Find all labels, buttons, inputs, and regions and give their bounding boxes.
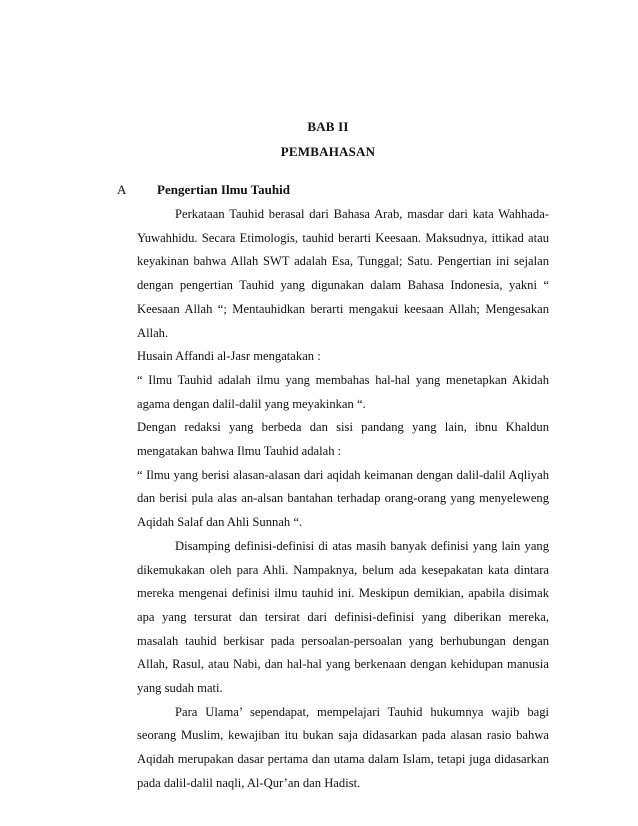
- quote-jasr: “ Ilmu Tauhid adalah ilmu yang membahas hal-hal yang menetapkan Akidah agama dengan dalil-dalil yang meyakinkan “.: [137, 372, 549, 411]
- paragraph-definitions: Disamping definisi-definisi di atas masih banyak definisi yang lain yang dikemukakan oleh para Ahli. Nampaknya, belum ada kesepakatan kata dintara mereka mengenai definisi ilmu tauhid ini. Meskipun demikian, apabila disimak apa yang tersurat dan tersirat dari definisi-definisi yang diberikan mereka, masalah tauhid berkisar pada persoalan-persoalan yang berhubungan dengan Allah, Rasul, atau Nabi, dan hal-hal yang berkenaan dengan kehidupan manusia yang sudah mati.: [137, 538, 549, 696]
- paragraph-intro: Perkataan Tauhid berasal dari Bahasa Arab, masdar dari kata Wahhada-Yuwahhidu. Secara Etimologis, tauhid berarti Keesaan. Maksudnya, ittikad atau keyakinan bahwa Allah SWT adalah Esa, Tunggal; Satu. Pengertian ini sejalan dengan pengertian Tauhid yang digunakan dalam Bahasa Indonesia, yakni “ Keesaan Allah “; Mentauhidkan berarti mengakui keesaan Allah; Mengesakan Allah.: [137, 207, 549, 340]
- body-text: [137, 203, 549, 796]
- quote-khaldun: “ Ilmu yang berisi alasan-alasan dari aqidah keimanan dengan dalil-dalil Aqliyah dan berisi pula alas an-alsan bantahan terhadap orang-orang yang menyeleweng Aqidah Salaf dan Ahli Sunnah “.: [137, 467, 549, 530]
- section-letter: A: [117, 182, 127, 197]
- paragraph-ulama: Para Ulama’ sependapat, mempelajari Tauhid hukumnya wajib bagi seorang Muslim, kewajiban itu bukan saja didasarkan pada alasan rasio bahwa Aqidah merupakan dasar pertama dan utama dalam Islam, tetapi juga didasarkan pada dalil-dalil naqli, Al-Qur’an dan Hadist.: [137, 704, 549, 790]
- chapter-number: BAB II: [307, 119, 349, 134]
- section-heading: [117, 182, 290, 198]
- paragraph-khaldun-lead: Dengan redaksi yang berbeda dan sisi pandang yang lain, ibnu Khaldun mengatakan bahwa Ilmu Tauhid adalah :: [137, 420, 549, 459]
- paragraph-jasr-lead: Husain Affandi al-Jasr mengatakan :: [137, 349, 321, 364]
- chapter-title: PEMBAHASAN: [280, 144, 376, 159]
- section-title: Pengertian Ilmu Tauhid: [157, 182, 290, 197]
